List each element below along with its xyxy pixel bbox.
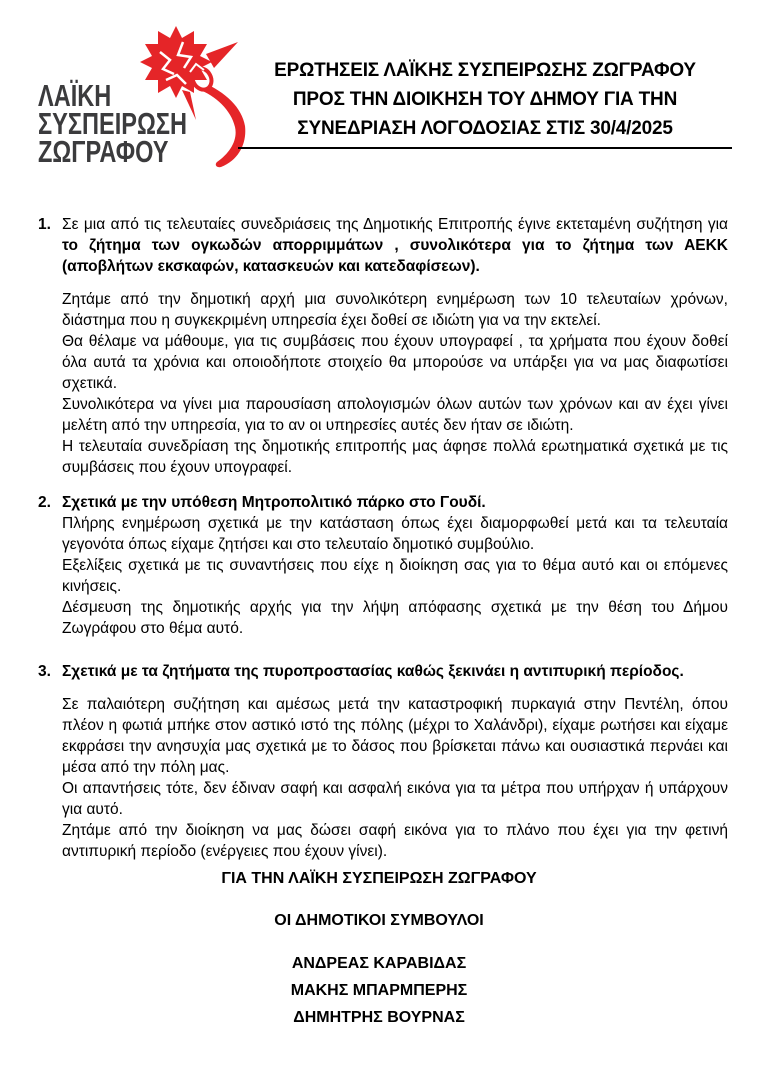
item-3-paragraph: Οι απαντήσεις τότε, δεν έδιναν σαφή και ασφαλή εικόνα για τα μέτρα που υπήρχαν ή υπάρχουν για αυτό. [62,780,728,818]
item-2-paragraph: Εξελίξεις σχετικά με τις συναντήσεις που είχε η διοίκηση σας για το θέμα αυτό και οι επόμενες κινήσεις. [62,557,728,595]
item-2-paragraph: Πλήρης ενημέρωση σχετικά με την κατάσταση όπως έχει διαμορφωθεί μετά και τα τελευταία γεγονότα όπως είχαμε ζητήσει και στο τελευταίο δημοτικό συμβούλιο. [62,515,728,553]
party-logo-text [38,78,188,169]
signatory-name: ΜΑΚΗΣ ΜΠΑΡΜΠΕΡΗΣ [290,982,468,999]
logo-line-3: ΖΩΓΡΑΦΟΥ [38,134,169,169]
item-2-heading: Σχετικά με την υπόθεση Μητροπολιτικό πάρκο στο Γουδί. [62,494,486,511]
item-2-number: 2. [38,494,51,511]
party-logo [38,24,248,174]
item-1-paragraph: Η τελευταία συνεδρίαση της δημοτικής επιτροπής μας άφησε πολλά ερωτηματικά σχετικά με τις συμβάσεις που έχουν υπογραφεί. [62,438,728,476]
signatory-name: ΑΝΔΡΕΑΣ ΚΑΡΑΒΙΔΑΣ [291,955,467,972]
item-1-number: 1. [38,216,51,233]
question-item-1 [38,214,728,478]
item-1-intro-bold: το ζήτημα των ογκωδών απορριμμάτων , συνολικότερα για το ζήτημα των ΑΕΚΚ (αποβλήτων εκσκαφών, κατασκευών και κατεδαφίσεων). [62,237,728,275]
item-1-paragraph: Ζητάμε από την δημοτική αρχή μια συνολικότερη ενημέρωση των 10 τελευταίων χρόνων, διάστημα που η συγκεκριμένη υπηρεσία έχει δοθεί σε ιδιώτη για να την εκτελεί. [62,291,728,329]
item-3-paragraph: Σε παλαιότερη συζήτηση και αμέσως μετά την καταστροφική πυρκαγιά στην Πεντέλη, όπου πλέον η φωτιά μπήκε στον αστικό ιστό της πόλης (μέχρι το Χαλάνδρι), είχαμε ρωτήσει και είχαμε εκφράσει την ανησυχία μας σχετικά με το δάσος που βρίσκεται πάνω και ουσιαστικά περνάει και μέσα από την πόλη μας. [62,696,728,776]
logo-line-1: ΛΑΪΚΗ [38,78,112,113]
question-item-2 [38,492,728,639]
item-3-heading: Σχετικά με τα ζητήματα της πυροπροστασίας καθώς ξεκινάει η αντιπυρική περίοδος. [62,663,684,680]
signature-on-behalf: ΓΙΑ ΤΗΝ ΛΑΪΚΗ ΣΥΣΠΕΙΡΩΣΗ ΖΩΓΡΑΦΟΥ [221,870,537,887]
signature-block [0,868,758,1031]
question-item-3 [38,661,728,862]
title-line-3: ΣΥΝΕΔΡΙΑΣΗ ΛΟΓΟΔΟΣΙΑΣ ΣΤΙΣ 30/4/2025 [297,118,673,139]
document-title [238,56,732,149]
title-line-1: ΕΡΩΤΗΣΕΙΣ ΛΑΪΚΗΣ ΣΥΣΠΕΙΡΩΣΗΣ ΖΩΓΡΑΦΟΥ [274,60,696,81]
item-1-paragraph: Συνολικότερα να γίνει μια παρουσίαση απολογισμών όλων αυτών των χρόνων και αν έχει γίνει μελέτη από την υπηρεσία, για το αν οι υπηρεσίες αυτές δεν ήταν σε ιδιώτη. [62,396,728,434]
item-3-paragraph: Ζητάμε από την διοίκηση να μας δώσει σαφή εικόνα για το πλάνο που έχει για την φετινή αντιπυρική περίοδο (ενέργειες που έχουν γίνει). [62,822,728,860]
signatories-list [0,950,758,1031]
logo-line-2: ΣΥΣΠΕΙΡΩΣΗ [38,106,188,141]
item-1-intro [62,214,728,277]
item-1-paragraph: Θα θέλαμε να μάθουμε, για τις συμβάσεις που έχουν υπογραφεί , τα χρήματα που έχουν δοθεί όλα αυτά τα χρόνια και οποιοδήποτε στοιχείο θα μπορούσε να υπάρξει για να μας διαφωτίσει σχετικά. [62,333,728,392]
title-line-2: ΠΡΟΣ ΤΗΝ ΔΙΟΙΚΗΣΗ ΤΟΥ ΔΗΜΟΥ ΓΙΑ ΤΗΝ [292,89,678,110]
signature-role: ΟΙ ΔΗΜΟΤΙΚΟΙ ΣΥΜΒΟΥΛΟΙ [274,912,484,929]
item-2-paragraph: Δέσμευση της δημοτικής αρχής για την λήψη απόφασης σχετικά με την θέση του Δήμου Ζωγράφου στο θέμα αυτό. [62,599,728,637]
item-3-number: 3. [38,663,51,680]
document-body [38,214,728,862]
item-1-intro-regular: Σε μια από τις τελευταίες συνεδριάσεις της Δημοτικής Επιτροπής έγινε εκτεταμένη συζήτηση για [62,216,728,233]
signatory-name: ΔΗΜΗΤΡΗΣ ΒΟΥΡΝΑΣ [293,1009,465,1026]
